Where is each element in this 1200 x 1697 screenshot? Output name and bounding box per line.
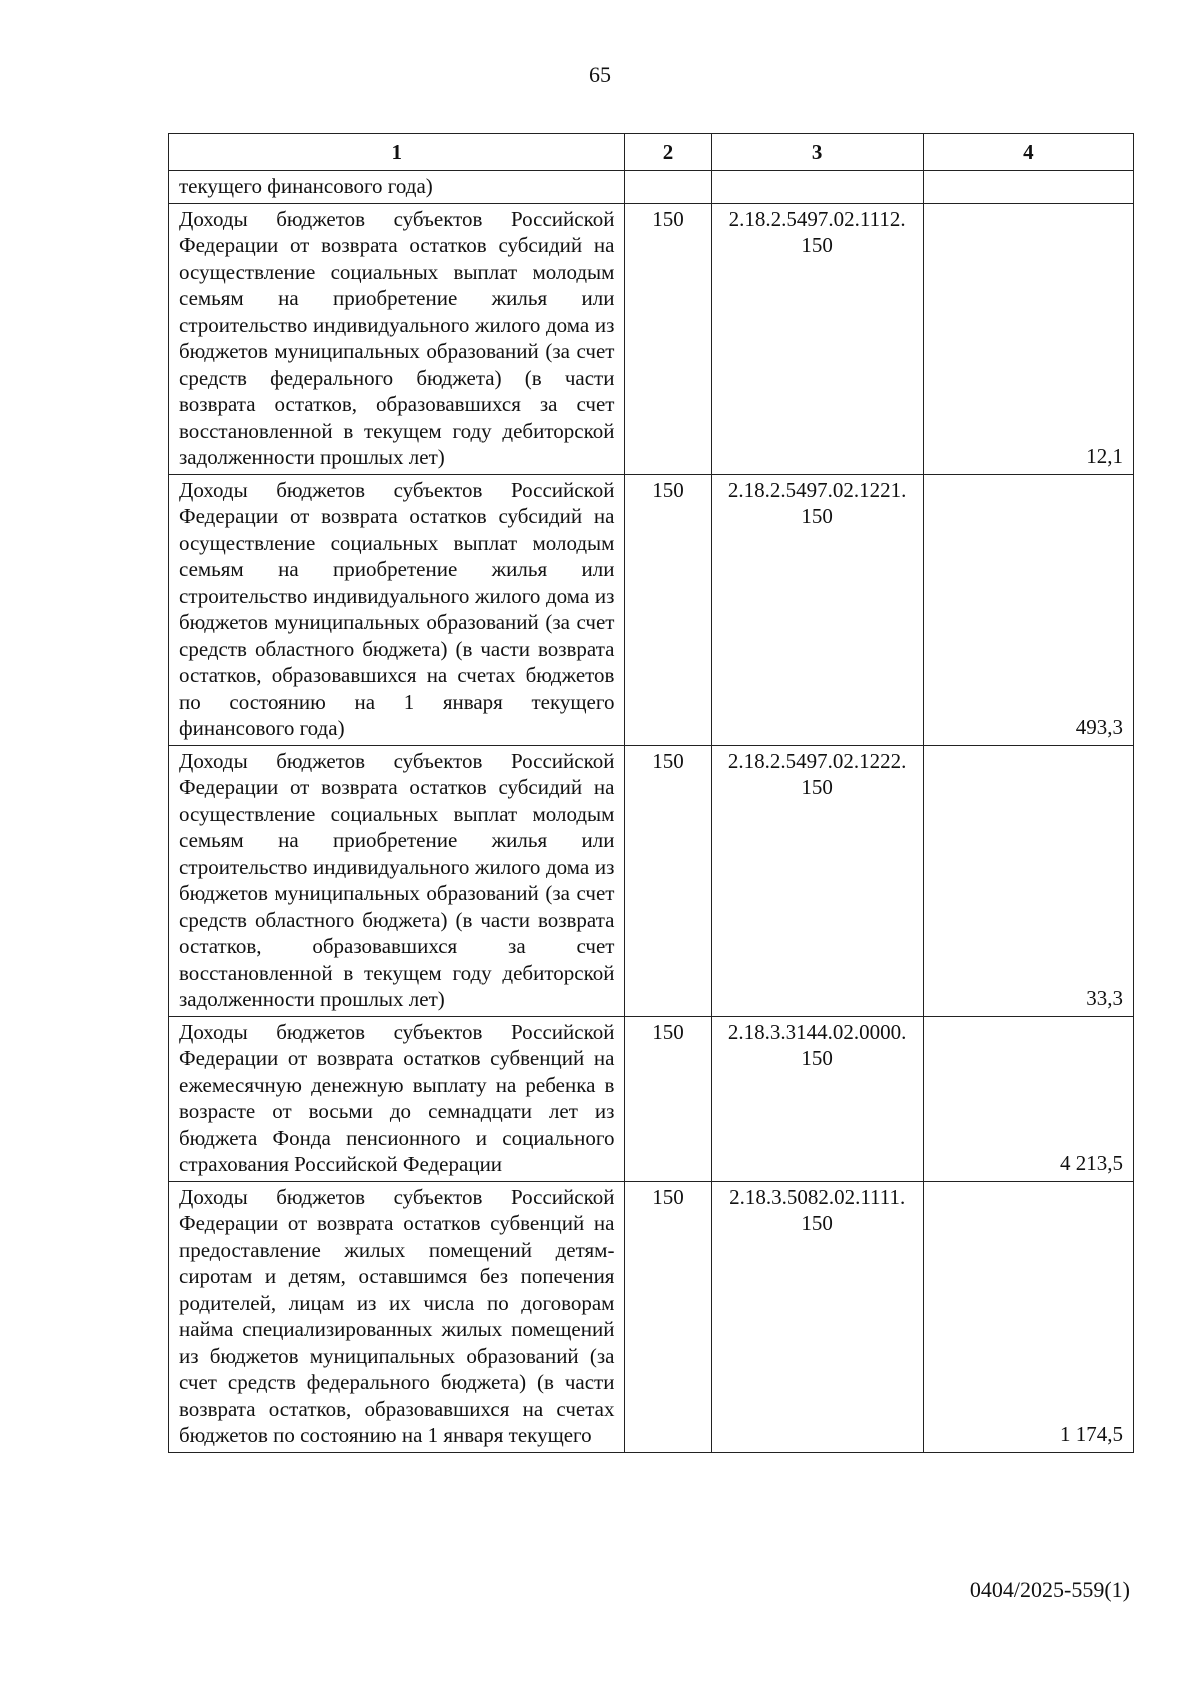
row-budget-code — [711, 171, 923, 204]
row-budget-code: 2.18.2.5497.02.1222. 150 — [711, 745, 923, 1016]
header-col-4: 4 — [923, 134, 1133, 171]
table-row — [169, 203, 1134, 474]
table-row — [169, 745, 1134, 1016]
row-admin-code: 150 — [625, 1181, 711, 1452]
row-description: текущего финансового года) — [169, 171, 625, 204]
budget-revenue-table — [168, 133, 1134, 1453]
row-description: Доходы бюджетов субъектов Российской Федерации от возврата остатков субсидий на осуществление социальных выплат молодым семьям на приобретение жилья или строительство индивидуального жилого дома из бюджетов муниципальных образований (за счет средств областного бюджета) (в части возврата остатков, образовавшихся за счет восстановленной в текущем году дебиторской задолженности прошлых лет) — [169, 745, 625, 1016]
header-col-3: 3 — [711, 134, 923, 171]
table-row — [169, 1016, 1134, 1181]
row-budget-code: 2.18.2.5497.02.1221. 150 — [711, 474, 923, 745]
table-row — [169, 171, 1134, 204]
row-description: Доходы бюджетов субъектов Российской Федерации от возврата остатков субсидий на осуществление социальных выплат молодым семьям на приобретение жилья или строительство индивидуального жилого дома из бюджетов муниципальных образований (за счет средств областного бюджета) (в части возврата остатков, образовавшихся на счетах бюджетов по состоянию на 1 января текущего финансового года) — [169, 474, 625, 745]
row-amount: 12,1 — [923, 203, 1133, 474]
header-col-2: 2 — [625, 134, 711, 171]
row-amount: 33,3 — [923, 745, 1133, 1016]
table-row — [169, 474, 1134, 745]
row-budget-code: 2.18.3.5082.02.1111. 150 — [711, 1181, 923, 1452]
row-description: Доходы бюджетов субъектов Российской Федерации от возврата остатков субвенций на ежемесячную денежную выплату на ребенка в возрасте от восьми до семнадцати лет из бюджета Фонда пенсионного и социального страхования Российской Федерации — [169, 1016, 625, 1181]
row-amount: 493,3 — [923, 474, 1133, 745]
row-description: Доходы бюджетов субъектов Российской Федерации от возврата остатков субвенций на предоставление жилых помещений детям-сиротам и детям, оставшимся без попечения родителей, лицам из их числа по договорам найма специализированных жилых помещений из бюджетов муниципальных образований (за счет средств федерального бюджета) (в части возврата остатков, образовавшихся на счетах бюджетов по состоянию на 1 января текущего — [169, 1181, 625, 1452]
row-admin-code: 150 — [625, 474, 711, 745]
row-admin-code: 150 — [625, 1016, 711, 1181]
table-header-row — [169, 134, 1134, 171]
row-description: Доходы бюджетов субъектов Российской Федерации от возврата остатков субсидий на осуществление социальных выплат молодым семьям на приобретение жилья или строительство индивидуального жилого дома из бюджетов муниципальных образований (за счет средств федерального бюджета) (в части возврата остатков, образовавшихся за счет восстановленной в текущем году дебиторской задолженности прошлых лет) — [169, 203, 625, 474]
row-amount — [923, 171, 1133, 204]
row-admin-code: 150 — [625, 203, 711, 474]
page-number: 65 — [589, 62, 611, 87]
row-amount: 4 213,5 — [923, 1016, 1133, 1181]
table-row — [169, 1181, 1134, 1452]
row-budget-code: 2.18.2.5497.02.1112. 150 — [711, 203, 923, 474]
row-admin-code — [625, 171, 711, 204]
document-registration-code: 0404/2025-559(1) — [969, 1577, 1130, 1602]
row-budget-code: 2.18.3.3144.02.0000. 150 — [711, 1016, 923, 1181]
header-col-1: 1 — [169, 134, 625, 171]
row-admin-code: 150 — [625, 745, 711, 1016]
row-amount: 1 174,5 — [923, 1181, 1133, 1452]
